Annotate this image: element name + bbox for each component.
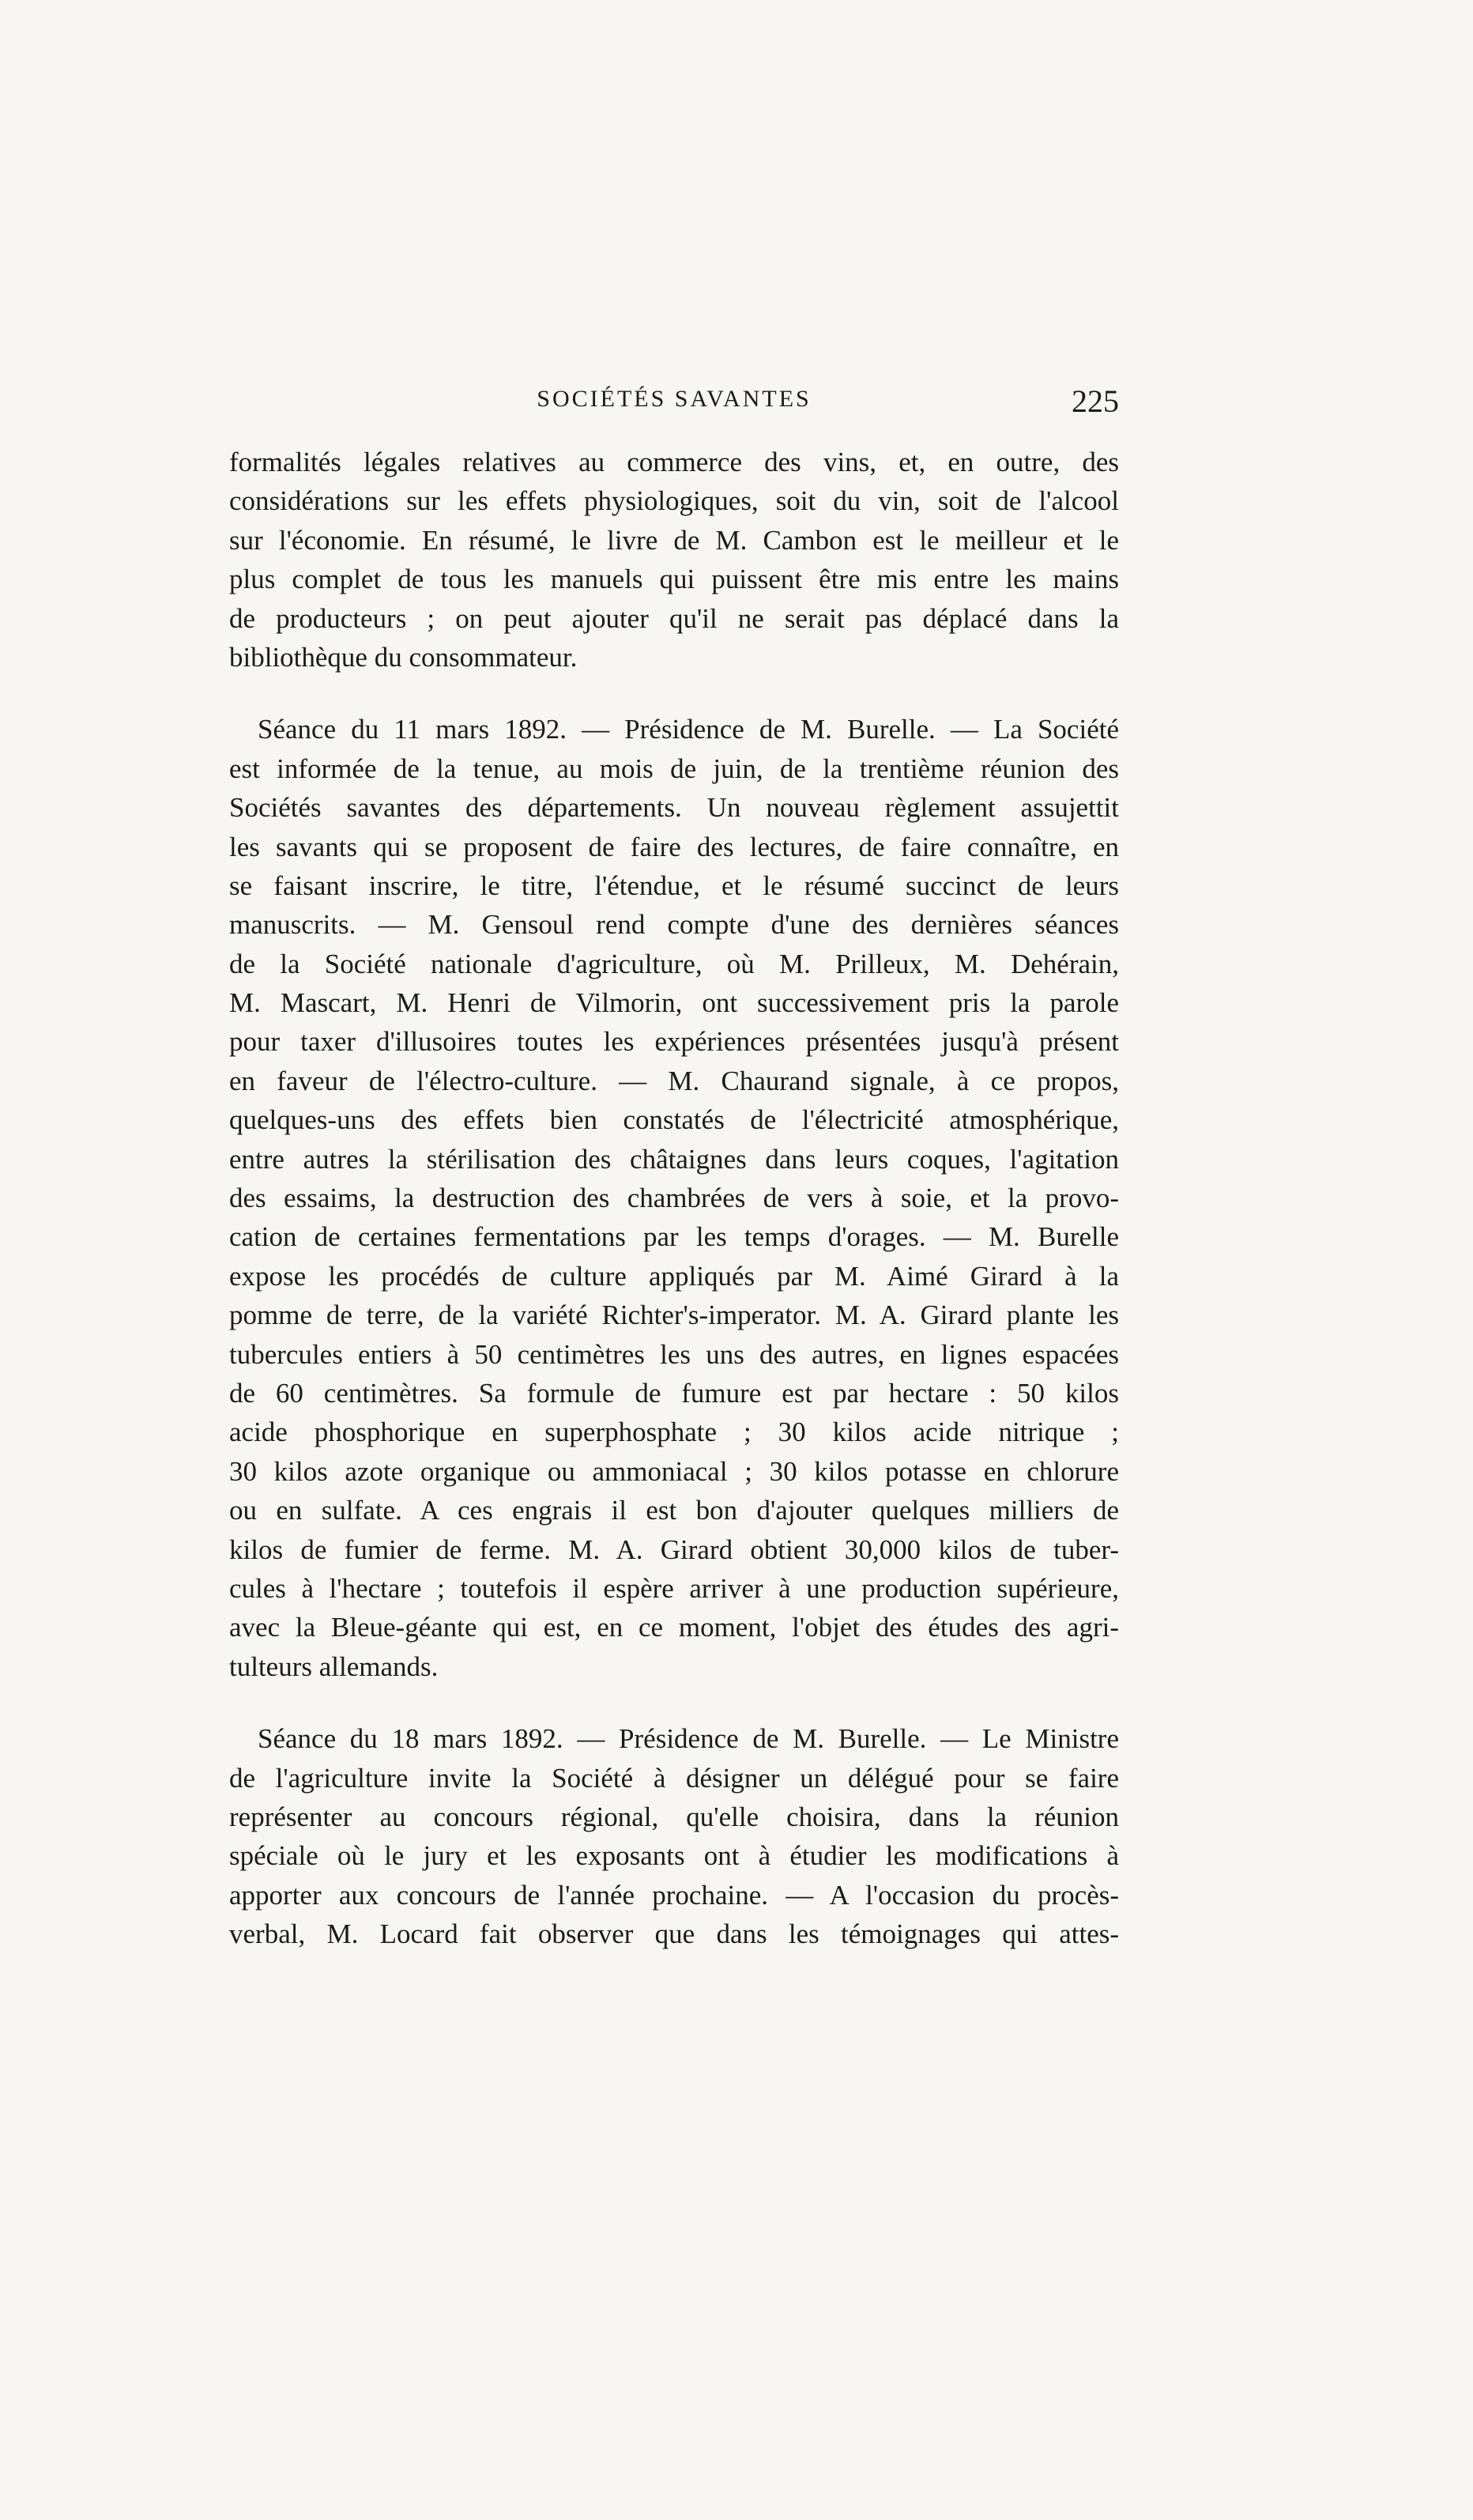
text-line: formalités légales relatives au commerce des vins, et, en outre, des — [229, 447, 1119, 477]
text-line: acide phosphorique en superphosphate ; 30 kilos acide nitrique ; — [229, 1417, 1119, 1448]
paragraph-2 — [229, 710, 1119, 1686]
text-line: bibliothèque du consommateur. — [229, 641, 578, 673]
paragraph-3 — [229, 1719, 1119, 1953]
text-line: de 60 centimètres. Sa formule de fumure est par hectare : 50 kilos — [229, 1377, 1119, 1409]
text-line: de producteurs ; on peut ajouter qu'il ne serait pas déplacé dans la — [229, 602, 1119, 634]
text-line: pomme de terre, de la variété Richter's-imperator. M. A. Girard plante les — [229, 1300, 1119, 1331]
text-line: ou en sulfate. A ces engrais il est bon d'ajouter quelques milliers de — [229, 1495, 1119, 1526]
text-line: apporter aux concours de l'année prochaine. — A l'occasion du procès- — [229, 1879, 1119, 1911]
text-line: des essaims, la destruction des chambrées de vers à soie, et la provo- — [229, 1183, 1119, 1214]
text-line: de la Société nationale d'agriculture, où M. Prilleux, M. Dehérain, — [229, 948, 1119, 979]
text-line: de l'agriculture invite la Société à désigner un délégué pour se faire — [229, 1762, 1119, 1794]
paragraph-gap — [229, 677, 1119, 710]
text-line: Séance du 18 mars 1892. — Présidence de M. Burelle. — Le Ministre — [258, 1723, 1119, 1755]
text-line: représenter au concours régional, qu'elle choisira, dans la réunion — [229, 1801, 1119, 1832]
text-line: tulteurs allemands. — [229, 1650, 439, 1682]
text-line: les savants qui se proposent de faire des lectures, de faire connaître, en — [229, 831, 1119, 862]
text-line: considérations sur les effets physiologiques, soit du vin, soit de l'alcool — [229, 485, 1119, 517]
page-number: 225 — [1072, 383, 1119, 419]
text-line: cation de certaines fermentations par les temps d'orages. — M. Burelle — [229, 1221, 1119, 1253]
text-line: cules à l'hectare ; toutefois il espère arriver à une production supérieure, — [229, 1572, 1119, 1604]
text-line: 30 kilos azote organique ou ammoniacal ; 30 kilos potasse en chlorure — [229, 1455, 1119, 1487]
text-line: Sociétés savantes des départements. Un nouveau règlement assujettit — [229, 792, 1119, 824]
body-text — [229, 443, 1119, 1953]
text-line: spéciale où le jury et les exposants ont à étudier les modifications à — [229, 1840, 1119, 1872]
text-line: plus complet de tous les manuels qui puissent être mis entre les mains — [229, 564, 1119, 595]
running-head — [229, 383, 1119, 425]
text-line: en faveur de l'électro-culture. — M. Chaurand signale, à ce propos, — [229, 1065, 1119, 1096]
text-line: tubercules entiers à 50 centimètres les uns des autres, en lignes espacées — [229, 1338, 1119, 1370]
text-line: manuscrits. — M. Gensoul rend compte d'une des dernières séances — [229, 909, 1119, 941]
text-line: avec la Bleue-géante qui est, en ce moment, l'objet des études des agri- — [229, 1612, 1119, 1643]
text-line: se faisant inscrire, le titre, l'étendue, et le résumé succinct de leurs — [229, 870, 1119, 901]
text-line: verbal, M. Locard fait observer que dans les témoignages qui attes- — [229, 1918, 1119, 1950]
text-line: expose les procédés de culture appliqués par M. Aimé Girard à la — [229, 1260, 1119, 1292]
text-line: entre autres la stérilisation des châtaignes dans leurs coques, l'agitation — [229, 1143, 1119, 1175]
paragraph-gap — [229, 1686, 1119, 1719]
text-line: sur l'économie. En résumé, le livre de M. Cambon est le meilleur et le — [229, 524, 1119, 556]
text-line: quelques-uns des effets bien constatés de l'électricité atmosphérique, — [229, 1104, 1119, 1136]
running-title: SOCIÉTÉS SAVANTES — [537, 386, 812, 412]
text-line: kilos de fumier de ferme. M. A. Girard obtient 30,000 kilos de tuber- — [229, 1534, 1119, 1565]
paragraph-1 — [229, 443, 1119, 677]
text-line: pour taxer d'illusoires toutes les expériences présentées jusqu'à présent — [229, 1026, 1119, 1058]
text-line: est informée de la tenue, au mois de juin, de la trentième réunion des — [229, 753, 1119, 784]
text-line: M. Mascart, M. Henri de Vilmorin, ont successivement pris la parole — [229, 987, 1119, 1019]
text-line: Séance du 11 mars 1892. — Présidence de M. Burelle. — La Société — [258, 714, 1119, 745]
